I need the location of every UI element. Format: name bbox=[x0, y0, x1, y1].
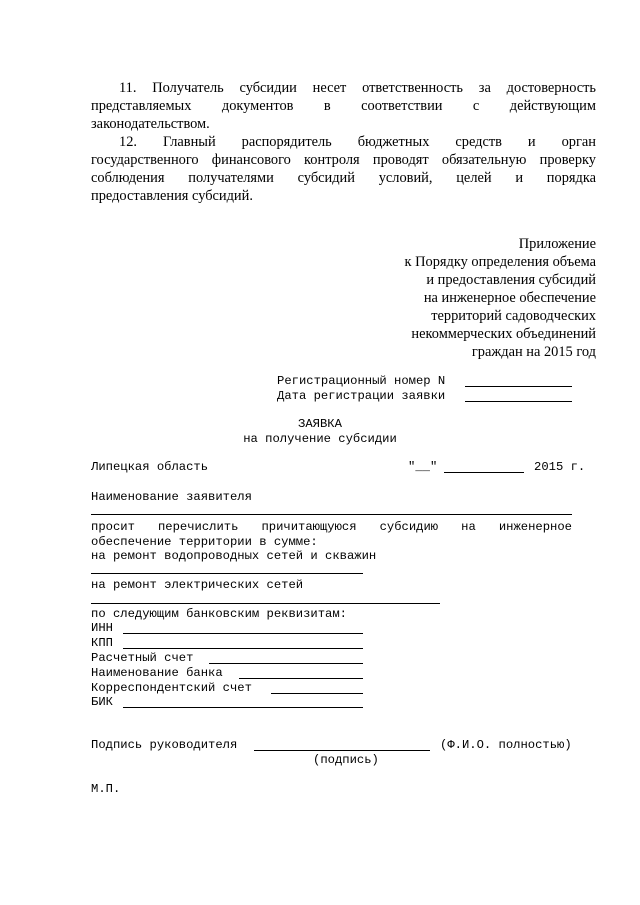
date-day: "__" bbox=[408, 460, 438, 474]
appendix-line: к Порядку определения объема bbox=[404, 254, 596, 270]
bank-intro: по следующим банковским реквизитам: bbox=[91, 607, 347, 621]
water-repair-label: на ремонт водопроводных сетей и скважин bbox=[91, 549, 377, 563]
stamp-label: М.П. bbox=[91, 782, 121, 796]
bank-field-label: Наименование банка bbox=[91, 666, 223, 680]
registration-number-label: Регистрационный номер N bbox=[277, 374, 446, 388]
form-subtitle: на получение субсидии bbox=[243, 432, 397, 446]
signature-label: Подпись руководителя bbox=[91, 738, 238, 752]
form-title: ЗАЯВКА bbox=[298, 417, 342, 431]
registration-date-field[interactable] bbox=[465, 401, 572, 402]
registration-number-field[interactable] bbox=[465, 386, 572, 387]
appendix-title: Приложение bbox=[518, 236, 596, 252]
bik-field[interactable] bbox=[123, 707, 363, 708]
electric-repair-label: на ремонт электрических сетей bbox=[91, 578, 304, 592]
clause-12-line-4: предоставления субсидий. bbox=[91, 188, 253, 204]
bank-field-label: Расчетный счет bbox=[91, 651, 194, 665]
clause-11-line-2: представляемых документов в соответствии с действующим bbox=[91, 98, 596, 114]
appendix-line: некоммерческих объединений bbox=[411, 326, 596, 342]
corr-account-field[interactable] bbox=[271, 693, 363, 694]
appendix-line: граждан на 2015 год bbox=[471, 344, 596, 360]
clause-12-line-2: государственного финансового контроля проводят обязательную проверку bbox=[91, 152, 596, 168]
bank-field-label: Корреспондентский счет bbox=[91, 681, 252, 695]
clause-12-line-1: 12. Главный распорядитель бюджетных средств и орган bbox=[119, 134, 596, 150]
bank-field-label: КПП bbox=[91, 636, 113, 650]
clause-12-line-3: соблюдения получателями субсидий условий, целей и порядка bbox=[91, 170, 596, 186]
date-month-field[interactable] bbox=[444, 472, 524, 473]
electric-repair-amount-field[interactable] bbox=[91, 603, 440, 604]
request-line-2: обеспечение территории в сумме: bbox=[91, 535, 318, 549]
registration-date-label: Дата регистрации заявки bbox=[277, 389, 446, 403]
clause-11-line-3: законодательством. bbox=[91, 116, 210, 132]
kpp-field[interactable] bbox=[123, 648, 363, 649]
applicant-label: Наименование заявителя bbox=[91, 490, 252, 504]
bank-field-label: ИНН bbox=[91, 621, 113, 635]
bank-name-field[interactable] bbox=[239, 678, 363, 679]
water-repair-amount-field[interactable] bbox=[91, 573, 363, 574]
signature-field[interactable] bbox=[254, 750, 430, 751]
request-line-1: просит перечислить причитающуюся субсидию на инженерное bbox=[91, 520, 572, 534]
signature-hint: (подпись) bbox=[313, 753, 379, 767]
applicant-field[interactable] bbox=[91, 514, 572, 515]
appendix-line: территорий садоводческих bbox=[431, 308, 596, 324]
signature-name-label: (Ф.И.О. полностью) bbox=[440, 738, 572, 752]
region-label: Липецкая область bbox=[91, 460, 209, 474]
inn-field[interactable] bbox=[123, 633, 363, 634]
clause-11-line-1: 11. Получатель субсидии несет ответственность за достоверность bbox=[119, 80, 596, 96]
appendix-line: и предоставления субсидий bbox=[426, 272, 596, 288]
date-year: 2015 г. bbox=[534, 460, 586, 474]
appendix-line: на инженерное обеспечение bbox=[423, 290, 596, 306]
account-field[interactable] bbox=[209, 663, 363, 664]
bank-field-label: БИК bbox=[91, 695, 113, 709]
